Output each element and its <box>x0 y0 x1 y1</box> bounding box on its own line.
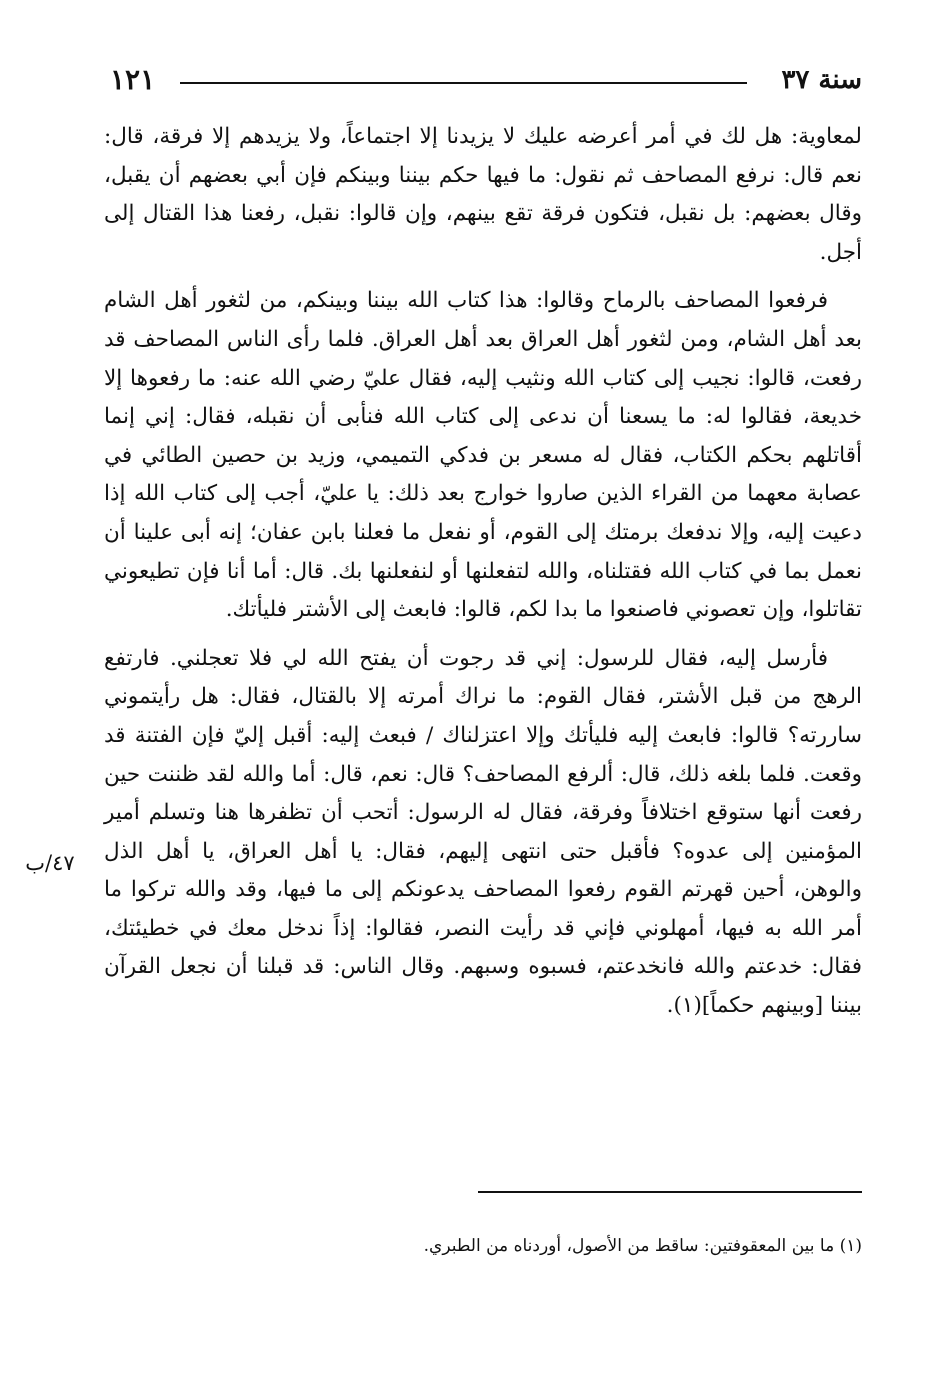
text-line: عنه: ما رفعوها إلا خديعة، فقالوا له: ما يسعنا أن ندعى إلى كتاب الله فنأبى أن نقبله، <box>104 365 862 430</box>
text-line: لمعاوية: هل لك في أمر أعرضه عليك لا يزيدنا إلا اجتماعاً، ولا يزيدهم إلا فرقة، <box>152 124 862 149</box>
running-head <box>110 62 862 98</box>
page-number: ١٢١ <box>110 63 156 96</box>
paragraph-gap <box>104 272 862 282</box>
paragraph-gap <box>104 630 862 640</box>
text-line: فقال: إني إنما أقاتلهم بحكم الكتاب، فقال له مسعر بن فدكي التميمي، وزيد بن <box>104 404 862 468</box>
main-text <box>104 118 862 1026</box>
text-line: قال: نعم قال: نرفع المصاحف ثم نقول: ما فيها حكم بيننا وبينكم فإن أبي بعضهم أن <box>104 124 862 188</box>
running-head-year: سنة ٣٧ <box>781 65 862 95</box>
paragraph-2 <box>104 282 862 629</box>
text-line: الشام بعد أهل الشام، ومن لثغور أهل العراق بعد أهل العراق. فلما رأى الناس <box>104 288 863 352</box>
text-line: القتال إلى أجل. <box>104 201 862 265</box>
text-line: حكماً](١). <box>666 993 755 1019</box>
text-line: قالوا: فابعث إليه فليأتك وإلا اعتزلناك / فبعث إليه: أقبل إليّ فإن الفتنة قد وقعت. فلما <box>104 722 862 787</box>
paragraph-1 <box>104 118 862 272</box>
text-line: بلغه ذلك، قال: ألرفع المصاحف؟ قال: نعم، قال: أما والله لقد ظننت حين رفعت أنها <box>104 761 862 826</box>
text-line: الرهج من قبل الأشتر، فقال القوم: ما نراك أمرته إلا بالقتال، فقال: هل رأيتموني ساررته؟ <box>104 684 862 748</box>
folio-margin-note: ٤٧/ب <box>25 851 75 875</box>
text-line: قال: أما أنا فإن تطيعوني تقاتلوا، وإن تعصوني فاصنعوا ما بدا لكم، قالوا: فابعث إلى <box>104 558 862 623</box>
text-line: ستوقع اختلافاً وفرقة، فقال له الرسول: أتحب أن تظفرها هنا وتسلم أمير المؤمنين إلى <box>104 800 862 864</box>
text-line: الأشتر فليأتك. <box>225 597 349 623</box>
text-line: قهرتم القوم رفعوا المصاحف يدعونكم إلى ما فيها، وقد والله تركوا ما أمر الله به فيها، <box>104 877 862 941</box>
text-line: حصين الطائي في عصابة معهما من القراء الذين صاروا خوارج بعد ذلك: يا عليّ، <box>104 442 862 507</box>
text-line: عدوه؟ فأقبل حتى انتهى إليهم، فقال: يا أهل العراق، يا أهل الذل والوهن، أحين <box>104 838 862 903</box>
running-head-rule <box>180 82 747 84</box>
text-line: فرفعوا المصاحف بالرماح وقالوا: هذا كتاب الله بيننا وبينكم، من لثغور أهل <box>164 288 828 314</box>
text-line: المصاحف قد رفعت، قالوا: نجيب إلى كتاب الله ونثيب إليه، فقال عليّ رضي الله <box>104 326 862 391</box>
text-line: عفان؛ إنه أبى علينا أن نعمل بما في كتاب الله فقتلناه، والله لتفعلنها أو لنفعلنها بك. <box>104 519 863 584</box>
text-line: أمهلوني فإني قد رأيت النصر، فقالوا: إذاً ندخل معك في خطيئتك، فقال: خدعتم والله <box>104 915 862 980</box>
text-line: يقبل، وقال بعضهم: بل نقبل، فتكون فرقة تقع بينهم، وإن قالوا: نقبل، رفعنا هذا <box>104 162 862 227</box>
text-line: فانخدعتم، فسبوه وسبهم. وقال الناس: قد قبلنا أن نجعل القرآن بيننا [وبينهم <box>104 954 862 1019</box>
text-line: أجب إلى كتاب الله إذا دعيت إليه، وإلا ندفعك برمتك إلى القوم، أو نفعل ما فعلنا بابن <box>104 481 862 545</box>
text-line: فأرسل إليه، فقال للرسول: إني قد رجوت أن يفتح الله لي فلا تعجلني. فارتفع <box>104 645 828 671</box>
paragraph-3 <box>104 640 862 1026</box>
footnote: (١) ما بين المعقوفتين: ساقط من الأصول، أوردناه من الطبري. <box>423 1236 862 1256</box>
footnote-rule <box>478 1191 862 1193</box>
